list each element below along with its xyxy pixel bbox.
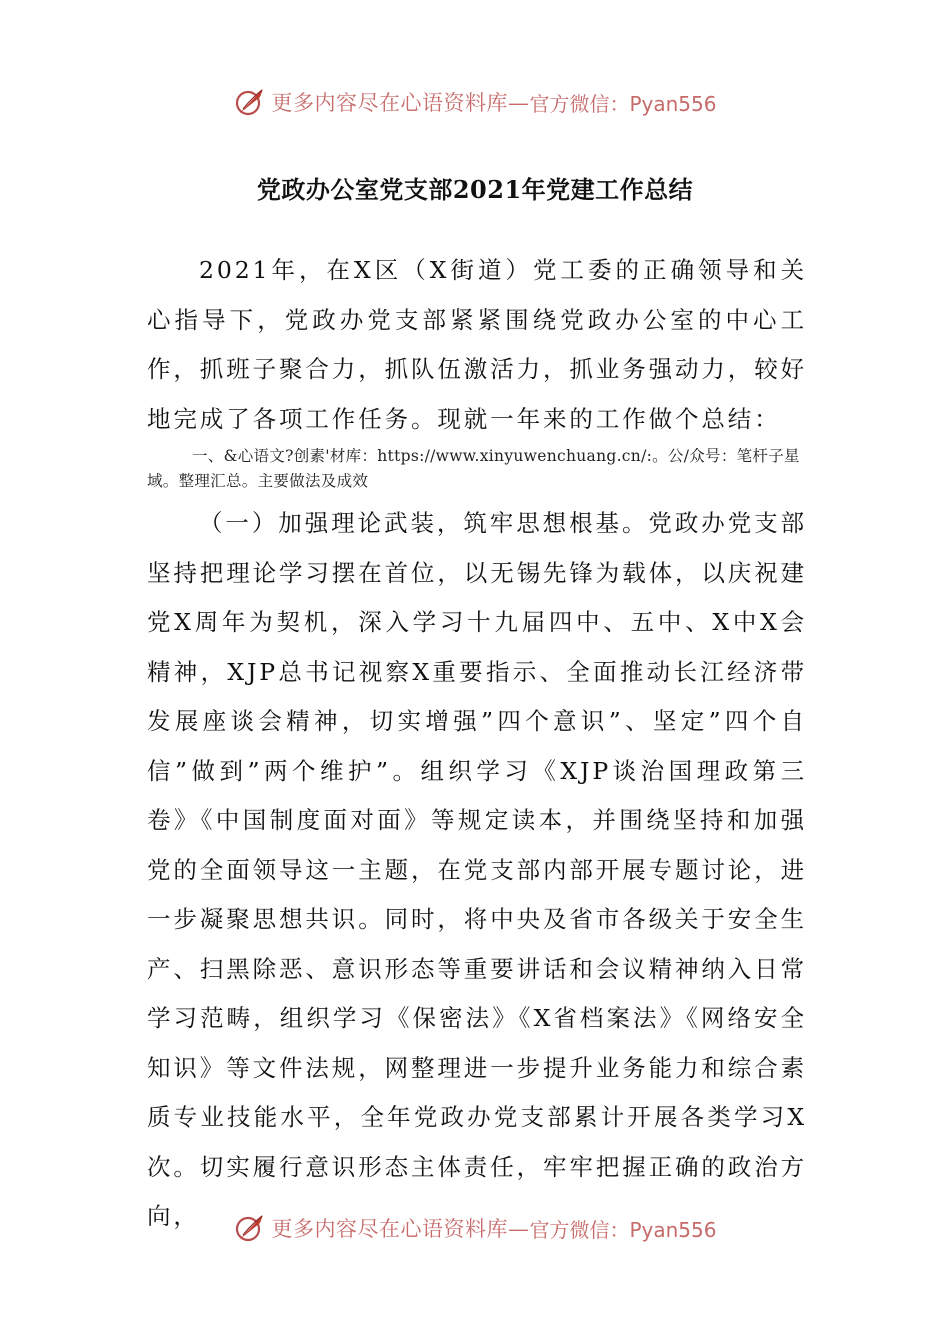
banner-text: 更多内容尽在心语资料库— [271, 1217, 530, 1241]
section-paragraph [147, 499, 807, 1242]
header-banner [0, 82, 950, 122]
section-body: 党政办党支部坚持把理论学习摆在首位，以无锡先锋为载体，以庆祝建党X周年为契机，深入学习十九届四中、五中、X中X会精神，XJP总书记视察X重要指示、全面推动长江经济带发展座谈会精神，切实增强”四个意识”、坚定”四个自信”做到”两个维护”。组织学习《XJP谈治国理政第三卷》《中国制度面对面》等规定读本，并围绕坚持和加强党的全面领导这一主题，在党支部内部开展专题讨论，进一步凝聚思想共识。同时，将中央及省市各级关于安全生产、扫黑除恶、意识形态等重要讲话和会议精神纳入日常学习范畴，组织学习《保密法》《X省档案法》《网络安全知识》等文件法规，网整理进一步提升业务能力和综合素质专业技能水平，全年党政办党支部累计开展各类学习X次。切实履行意识形态主体责任，牢牢把握正确的政治方向， [147, 509, 807, 1230]
footer-banner [0, 1208, 950, 1248]
banner-text: 更多内容尽在心语资料库— [271, 91, 530, 115]
quill-pen-logo-icon [233, 1211, 267, 1245]
source-note: 一、&心语文?创素'材库：https://www.xinyuwenchuang.cn/:。公/众号：笔杆子星域。整理汇总。主要做法及成效 [147, 447, 800, 490]
banner-wechat: 官方微信：Pyan556 [529, 91, 717, 116]
quill-pen-logo-icon [233, 85, 267, 119]
banner-wechat: 官方微信：Pyan556 [529, 1217, 717, 1242]
intro-paragraph: 2021年，在X区（X街道）党工委的正确领导和关心指导下，党政办党支部紧紧围绕党政办公室的中心工作，抓班子聚合力，抓队伍激活力，抓业务强动力，较好地完成了各项工作任务。现就一年来的工作做个总结： [147, 256, 807, 433]
section-heading: （一）加强理论武装，筑牢思想根基。 [199, 509, 649, 537]
page-title: 党政办公室党支部2021年党建工作总结 [256, 175, 694, 204]
